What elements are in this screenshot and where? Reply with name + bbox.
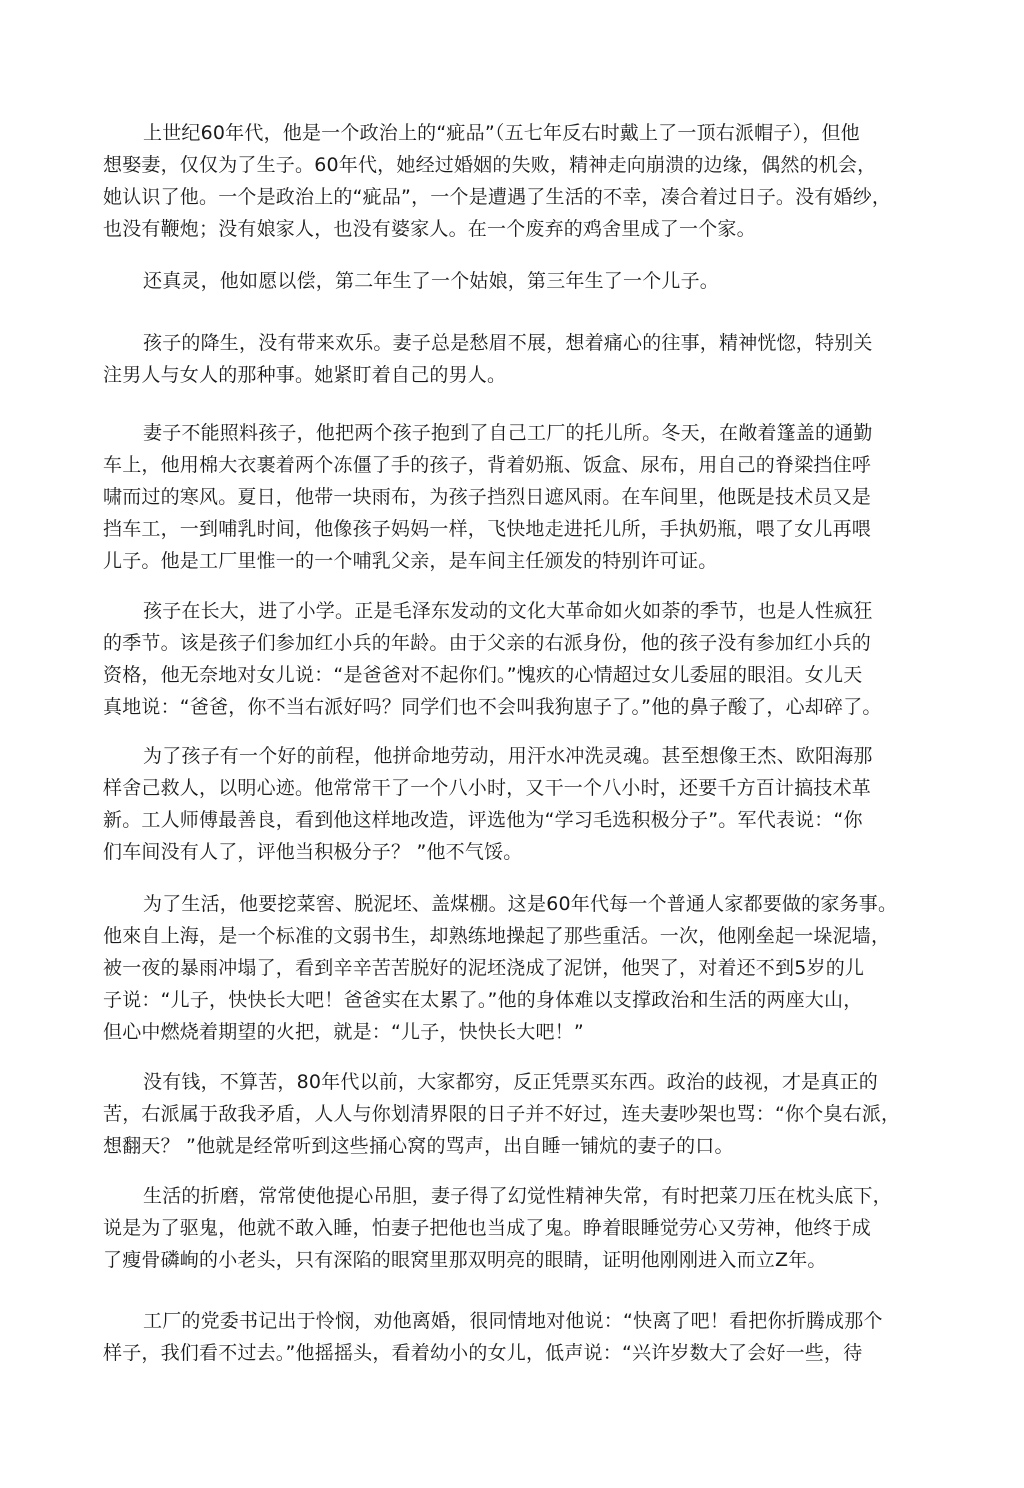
text-line: 工厂的党委书记出于怜悯，劝他离婚，很同情地对他说：“快离了吧！看把你折腾成那个	[143, 1310, 883, 1332]
text-line: 想娶妻，仅仅为了生子。60年代，她经过婚姻的失败，精神走向崩溃的边缘，偶然的机会，	[103, 154, 877, 176]
text-line: 没有钱，不算苦，80年代以前，大家都穷，反正凭票买东西。政治的歧视，才是真正的	[143, 1071, 878, 1093]
paragraph-1	[103, 117, 903, 245]
text-line: 车上，他用棉大衣裹着两个冻僵了手的孩子，背着奶瓶、饭盒、尿布，用自己的脊梁挡住呼	[103, 454, 872, 476]
text-line: 还真灵，他如愿以偿，第二年生了一个姑娘，第三年生了一个儿子。	[143, 270, 720, 292]
paragraph-7	[103, 888, 903, 1048]
text-line: 他來自上海，是一个标准的文弱书生，却熟练地操起了那些重活。一次，他刚垒起一垛泥墙，	[103, 925, 891, 947]
text-line: 想翻天？ ”他就是经常听到这些捅心窝的骂声，出自睡一铺炕的妻子的口。	[103, 1135, 734, 1157]
paragraph-3	[103, 327, 903, 391]
text-line: 上世纪60年代，他是一个政治上的“疵品”（五七年反右时戴上了一顶右派帽子），但他	[143, 122, 860, 144]
text-line: 真地说：“爸爸，你不当右派好吗？同学们也不会叫我狗崽子了。”他的鼻子酸了，心却碎了。	[103, 696, 882, 718]
text-line: 样舍己救人，以明心迹。他常常干了一个八小时，又干一个八小时，还要千方百计搞技术革	[103, 777, 872, 799]
paragraph-2	[103, 265, 903, 297]
text-line: 苦，右派属于敌我矛盾，人人与你划清界限的日子并不好过，连夫妻吵架也骂：“你个臭右派，	[103, 1103, 901, 1125]
paragraph-9	[103, 1180, 903, 1276]
text-line: 儿子。他是工厂里惟一的一个哺乳父亲，是车间主任颁发的特别许可证。	[103, 550, 718, 572]
text-line: 说是为了驱鬼，他就不敢入睡，怕妻子把他也当成了鬼。睁着眼睡觉劳心又劳神，他终于成	[103, 1217, 872, 1239]
text-line: 她认识了他。一个是政治上的“疵品”，一个是遭遇了生活的不幸，凑合着过日子。没有婚纱，	[103, 186, 892, 208]
text-line: 孩子在长大，进了小学。正是毛泽东发动的文化大革命如火如荼的季节，也是人性疯狂	[143, 600, 873, 622]
text-line: 啸而过的寒风。夏日，他带一块雨布，为孩子挡烈日遮风雨。在车间里，他既是技术员又是	[103, 486, 872, 508]
text-line: 注男人与女人的那种事。她紧盯着自己的男人。	[103, 364, 507, 386]
paragraph-6	[103, 740, 903, 868]
text-line: 妻子不能照料孩子，他把两个孩子抱到了自己工厂的托儿所。冬天，在敞着篷盖的通勤	[143, 422, 873, 444]
text-line: 的季节。该是孩子们参加红小兵的年龄。由于父亲的右派身份，他的孩子没有参加红小兵的	[103, 632, 872, 654]
paragraph-4	[103, 417, 903, 577]
text-line: 挡车工，一到哺乳时间，他像孩子妈妈一样，飞快地走进托儿所，手执奶瓶，喂了女儿再喂	[103, 518, 872, 540]
paragraph-10	[103, 1305, 903, 1369]
paragraph-8	[103, 1066, 903, 1162]
text-line: 为了孩子有一个好的前程，他拼命地劳动，用汗水冲洗灵魂。甚至想像王杰、欧阳海那	[143, 745, 873, 767]
text-line: 子说：“儿子，快快长大吧！爸爸实在太累了。”他的身体难以支撑政治和生活的两座大山，	[103, 989, 863, 1011]
text-line: 为了生活，他要挖菜窖、脱泥坯、盖煤棚。这是60年代每一个普通人家都要做的家务事。	[143, 893, 898, 915]
text-line: 但心中燃烧着期望的火把，就是：“儿子，快快长大吧！”	[103, 1021, 584, 1043]
text-line: 孩子的降生，没有带来欢乐。妻子总是愁眉不展，想着痛心的往事，精神恍惚，特别关	[143, 332, 873, 354]
text-line: 资格，他无奈地对女儿说：“是爸爸对不起你们。”愧疚的心情超过女儿委屈的眼泪。女儿天	[103, 664, 863, 686]
text-line: 生活的折磨，常常使他提心吊胆，妻子得了幻觉性精神失常，有时把菜刀压在枕头底下，	[143, 1185, 892, 1207]
text-line: 新。工人师傅最善良，看到他这样地改造，评选他为“学习毛选积极分子”。军代表说：“你	[103, 809, 863, 831]
text-line: 样子，我们看不过去。”他摇摇头，看着幼小的女儿，低声说：“兴许岁数大了会好一些，待	[103, 1342, 863, 1364]
text-line: 们车间没有人了，评他当积极分子？ ”他不气馁。	[103, 841, 523, 863]
text-line: 被一夜的暴雨冲塌了，看到辛辛苦苦脱好的泥坯浇成了泥饼，他哭了，对着还不到5岁的儿	[103, 957, 865, 979]
paragraph-5	[103, 595, 903, 723]
text-line: 也没有鞭炮；没有娘家人，也没有婆家人。在一个废弃的鸡舍里成了一个家。	[103, 218, 756, 240]
text-line: 了瘦骨磷峋的小老头，只有深陷的眼窝里那双明亮的眼睛，证明他刚刚进入而立Z年。	[103, 1249, 827, 1271]
